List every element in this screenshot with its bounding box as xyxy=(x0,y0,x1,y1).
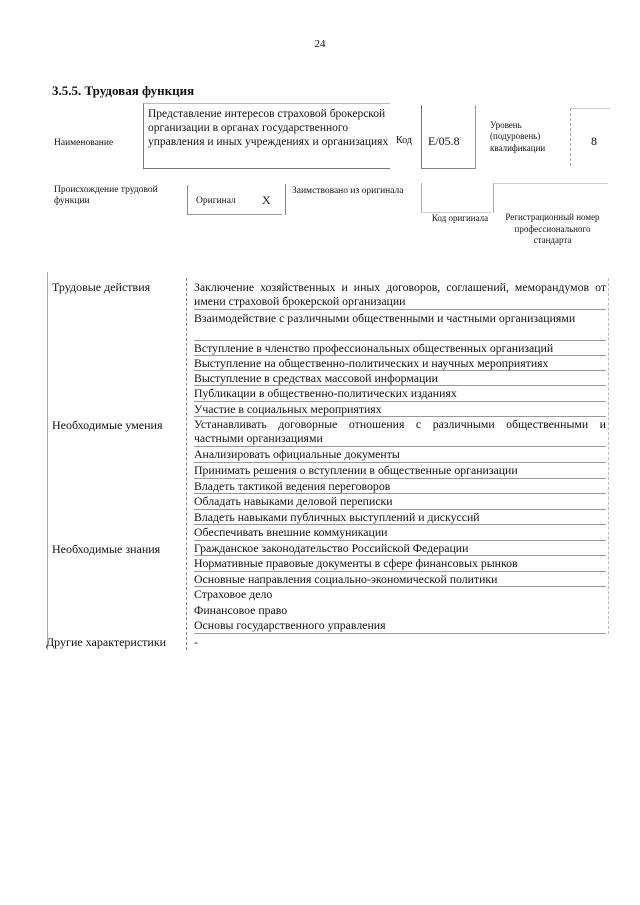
labor-action-item: Взаимодействие с различными общественными и частными организациями xyxy=(194,311,606,341)
knowledge-item: Финансовое право xyxy=(194,603,288,617)
labor-action-item: Участие в социальных мероприятиях xyxy=(194,402,606,417)
level-label-line-2: (подуровень) xyxy=(490,131,541,142)
skill-item: Устанавливать договорные отношения с различными общественными и частными организациями xyxy=(194,417,606,445)
qualification-level-value: 8 xyxy=(570,108,610,166)
other-characteristics-label: Другие характеристики xyxy=(46,635,167,649)
level-label-line-1: Уровень xyxy=(490,120,522,130)
skill-item: Обеспечивать внешние коммуникации xyxy=(194,525,606,541)
borrowed-label: Заимствовано из оригинала xyxy=(292,186,404,196)
skills-label: Необходимые умения xyxy=(52,418,163,432)
table-left-border xyxy=(47,272,48,650)
section-title: 3.5.5. Трудовая функция xyxy=(52,83,195,98)
table-column-divider xyxy=(186,278,187,650)
code-original-cell xyxy=(421,183,491,213)
knowledge-item: Основы государственного управления xyxy=(194,618,606,634)
original-mark: X xyxy=(262,193,271,207)
labor-action-item: Вступление в членство профессиональных общественных организаций xyxy=(194,341,606,356)
name-label: Наименование xyxy=(54,138,114,148)
skill-item: Владеть навыками публичных выступлений и дискуссий xyxy=(194,510,606,525)
knowledge-item: Основные направления социально-экономической политики xyxy=(194,572,606,587)
reg-number-cell xyxy=(493,183,608,213)
reg-number-label: Регистрационный номер профессионального стандарта xyxy=(505,212,600,246)
labor-actions-label: Трудовые действия xyxy=(52,280,151,294)
skill-item: Принимать решения о вступлении в общественные организации xyxy=(194,463,606,479)
labor-action-item: Заключение хозяйственных и иных договоров, соглашений, меморандумов от имени страховой брокерской организации xyxy=(194,280,606,308)
function-name-value: Представление интересов страховой брокерской организации в органах государственного управления и иных учреждениях и организациях xyxy=(143,103,390,169)
code-label: Код xyxy=(396,135,412,146)
labor-action-item: Выступление в средствах массовой информации xyxy=(194,371,606,386)
skill-item: Владеть тактикой ведения переговоров xyxy=(194,479,606,494)
labor-action-item: Публикации в общественно-политических изданиях xyxy=(194,386,606,402)
qualification-level-label xyxy=(490,120,545,154)
table-right-border xyxy=(608,278,609,634)
knowledge-label: Необходимые знания xyxy=(52,542,161,556)
original-label: Оригинал xyxy=(196,196,236,206)
level-label-line-3: квалификации xyxy=(490,142,546,153)
knowledge-item: Нормативные правовые документы в сфере финансовых рынков xyxy=(194,556,606,572)
function-code-value: E/05.8 xyxy=(421,105,476,169)
skill-item: Обладать навыками деловой переписки xyxy=(194,494,606,510)
page-number: 24 xyxy=(314,38,326,50)
other-characteristics-value: - xyxy=(194,635,198,649)
labor-action-item: Выступление на общественно-политических и научных мероприятиях xyxy=(194,356,606,371)
knowledge-item: Страховое дело xyxy=(194,587,273,601)
knowledge-item: Гражданское законодательство Российской Федерации xyxy=(194,541,606,556)
code-original-label: Код оригинала xyxy=(431,213,489,223)
skill-item: Анализировать официальные документы xyxy=(194,447,606,463)
origin-label: Происхождение трудовой функции xyxy=(54,185,158,207)
